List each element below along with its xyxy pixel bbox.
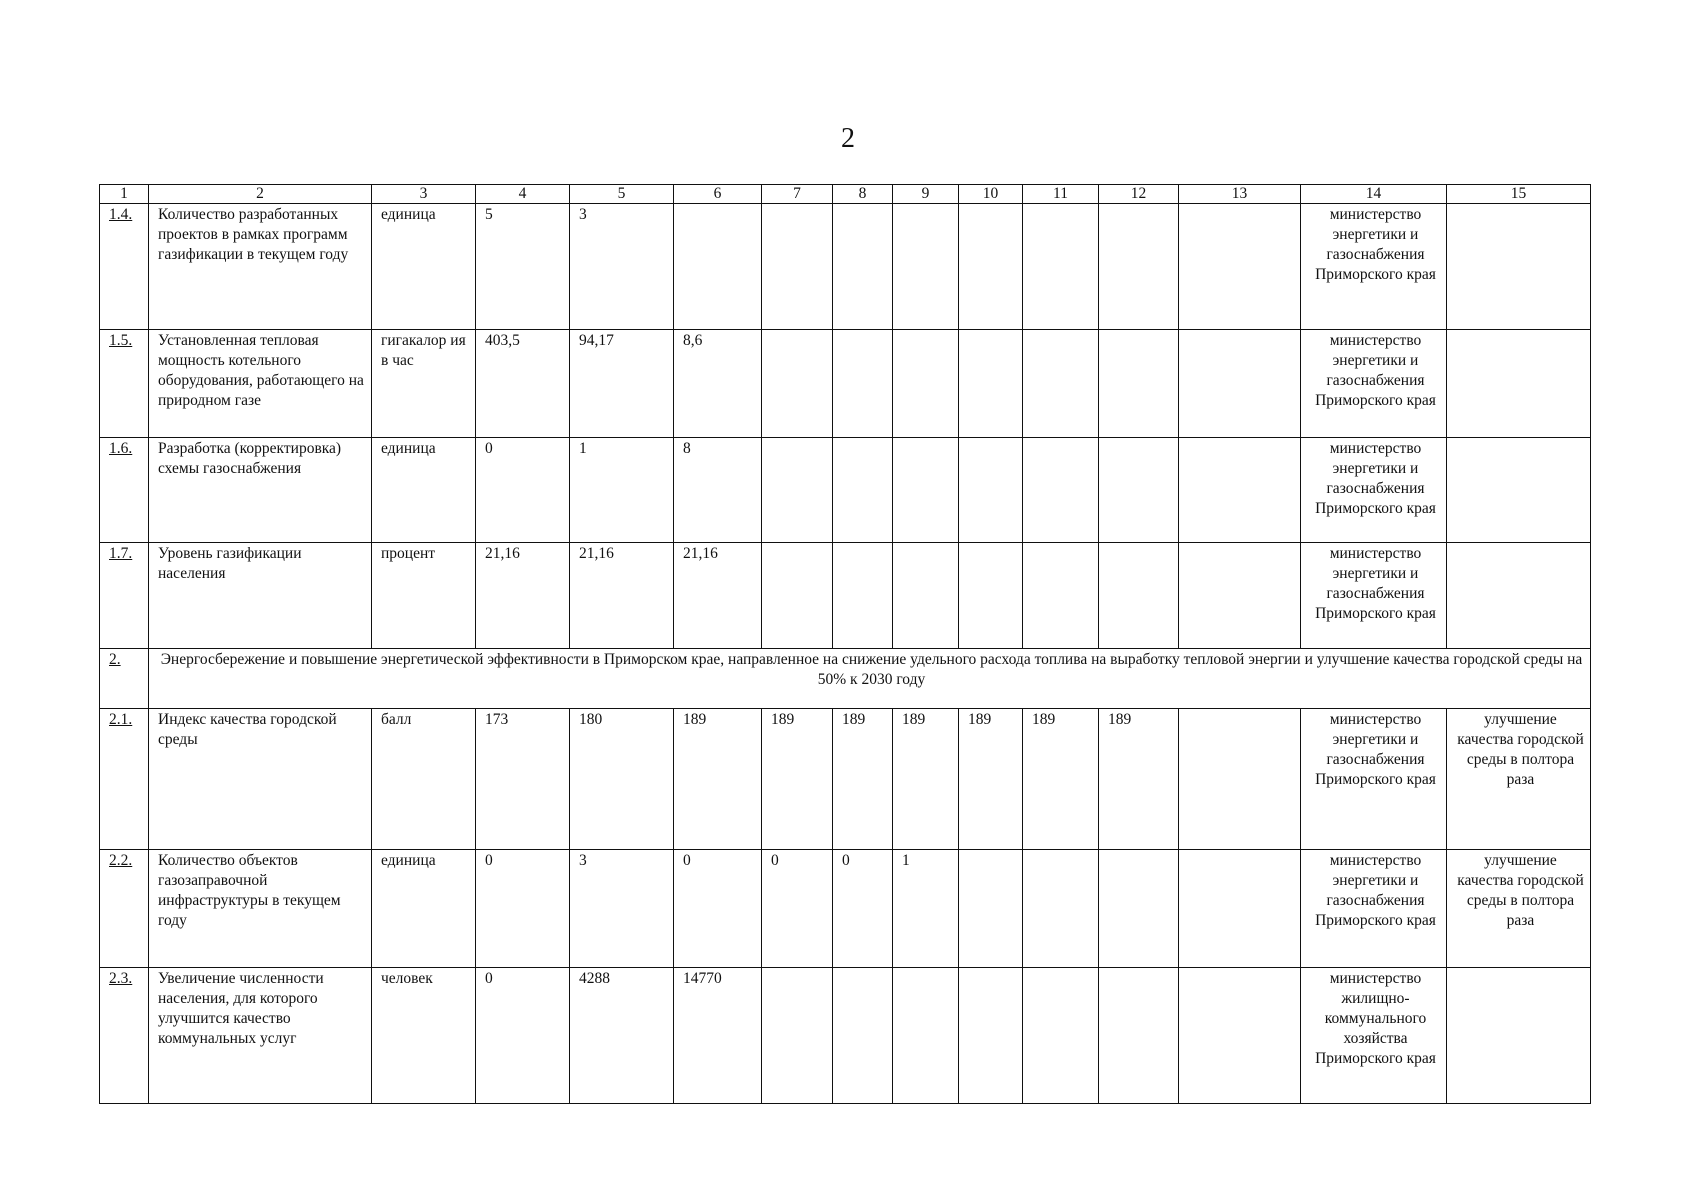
value-cell [833, 330, 893, 438]
value-cell [893, 968, 959, 1104]
unit-cell: единица [372, 850, 476, 968]
value-cell [959, 543, 1023, 649]
value-cell [893, 204, 959, 330]
indicator-name: Индекс качества городской среды [149, 709, 372, 850]
value-cell: 4288 [570, 968, 674, 1104]
table-row [100, 850, 1591, 968]
value-cell [1179, 543, 1301, 649]
indicator-name: Количество разработанных проектов в рамках программ газификации в текущем году [149, 204, 372, 330]
section-row [100, 649, 1591, 709]
value-cell: 173 [476, 709, 570, 850]
page-number: 2 [841, 123, 855, 154]
value-cell [833, 204, 893, 330]
value-cell: 189 [893, 709, 959, 850]
section-title: Энергосбережение и повышение энергетической эффективности в Приморском крае, направленное на снижение удельного расхода топлива на выработку тепловой энергии и улучшение качества городской среды на 50% к 2030 году [149, 649, 1591, 709]
value-cell [1099, 204, 1179, 330]
column-header: 9 [893, 185, 959, 204]
value-cell [1023, 850, 1099, 968]
result-cell: улучшение качества городской среды в полтора раза [1447, 850, 1591, 968]
row-number: 1.6. [100, 438, 149, 543]
value-cell: 189 [833, 709, 893, 850]
value-cell: 3 [570, 850, 674, 968]
value-cell [959, 438, 1023, 543]
value-cell: 3 [570, 204, 674, 330]
value-cell [674, 204, 762, 330]
value-cell [762, 543, 833, 649]
column-header: 2 [149, 185, 372, 204]
value-cell [959, 204, 1023, 330]
value-cell [762, 438, 833, 543]
value-cell: 403,5 [476, 330, 570, 438]
value-cell [1099, 968, 1179, 1104]
value-cell [1179, 709, 1301, 850]
value-cell [893, 438, 959, 543]
value-cell [1179, 204, 1301, 330]
column-header: 8 [833, 185, 893, 204]
value-cell [1099, 330, 1179, 438]
unit-cell: процент [372, 543, 476, 649]
table-row [100, 543, 1591, 649]
value-cell: 189 [1099, 709, 1179, 850]
value-cell [893, 330, 959, 438]
value-cell: 0 [476, 438, 570, 543]
responsible-cell: министерство жилищно-коммунального хозяйства Приморского края [1301, 968, 1447, 1104]
row-number: 1.5. [100, 330, 149, 438]
column-header: 14 [1301, 185, 1447, 204]
value-cell [1179, 438, 1301, 543]
indicator-name: Разработка (корректировка) схемы газоснабжения [149, 438, 372, 543]
value-cell: 94,17 [570, 330, 674, 438]
unit-cell: единица [372, 438, 476, 543]
column-header: 12 [1099, 185, 1179, 204]
value-cell: 189 [762, 709, 833, 850]
value-cell: 5 [476, 204, 570, 330]
responsible-cell: министерство энергетики и газоснабжения Приморского края [1301, 330, 1447, 438]
indicator-name: Установленная тепловая мощность котельного оборудования, работающего на природном газе [149, 330, 372, 438]
value-cell [1179, 330, 1301, 438]
header-row [100, 185, 1591, 204]
value-cell: 180 [570, 709, 674, 850]
result-cell [1447, 968, 1591, 1104]
value-cell [1099, 438, 1179, 543]
value-cell [1023, 438, 1099, 543]
row-number: 2.2. [100, 850, 149, 968]
column-header: 5 [570, 185, 674, 204]
indicator-name: Увеличение численности населения, для которого улучшится качество коммунальных услуг [149, 968, 372, 1104]
value-cell [833, 543, 893, 649]
value-cell: 0 [476, 968, 570, 1104]
column-header: 7 [762, 185, 833, 204]
value-cell: 0 [674, 850, 762, 968]
row-number: 1.7. [100, 543, 149, 649]
column-header: 15 [1447, 185, 1591, 204]
column-header: 6 [674, 185, 762, 204]
value-cell [762, 204, 833, 330]
value-cell: 0 [476, 850, 570, 968]
value-cell: 8,6 [674, 330, 762, 438]
responsible-cell: министерство энергетики и газоснабжения Приморского края [1301, 204, 1447, 330]
section-number: 2. [100, 649, 149, 709]
column-header: 4 [476, 185, 570, 204]
value-cell [1023, 204, 1099, 330]
table-row [100, 204, 1591, 330]
responsible-cell: министерство энергетики и газоснабжения Приморского края [1301, 850, 1447, 968]
result-cell [1447, 543, 1591, 649]
column-header: 3 [372, 185, 476, 204]
unit-cell: балл [372, 709, 476, 850]
value-cell [1099, 850, 1179, 968]
column-header: 1 [100, 185, 149, 204]
table-row [100, 968, 1591, 1104]
responsible-cell: министерство энергетики и газоснабжения Приморского края [1301, 543, 1447, 649]
value-cell: 1 [893, 850, 959, 968]
value-cell: 0 [833, 850, 893, 968]
table-row [100, 709, 1591, 850]
value-cell: 0 [762, 850, 833, 968]
value-cell [1179, 968, 1301, 1104]
unit-cell: человек [372, 968, 476, 1104]
value-cell [1023, 330, 1099, 438]
result-cell [1447, 204, 1591, 330]
value-cell: 8 [674, 438, 762, 543]
value-cell [959, 330, 1023, 438]
responsible-cell: министерство энергетики и газоснабжения Приморского края [1301, 438, 1447, 543]
value-cell [1023, 968, 1099, 1104]
value-cell: 189 [1023, 709, 1099, 850]
value-cell [1023, 543, 1099, 649]
value-cell [1099, 543, 1179, 649]
value-cell: 1 [570, 438, 674, 543]
value-cell [833, 968, 893, 1104]
indicator-name: Количество объектов газозаправочной инфраструктуры в текущем году [149, 850, 372, 968]
value-cell: 21,16 [570, 543, 674, 649]
column-header: 13 [1179, 185, 1301, 204]
indicator-name: Уровень газификации населения [149, 543, 372, 649]
value-cell [762, 330, 833, 438]
column-header: 10 [959, 185, 1023, 204]
value-cell: 14770 [674, 968, 762, 1104]
responsible-cell: министерство энергетики и газоснабжения Приморского края [1301, 709, 1447, 850]
result-cell: улучшение качества городской среды в полтора раза [1447, 709, 1591, 850]
value-cell: 21,16 [674, 543, 762, 649]
value-cell [959, 968, 1023, 1104]
value-cell: 189 [959, 709, 1023, 850]
result-cell [1447, 330, 1591, 438]
table-row [100, 438, 1591, 543]
value-cell [959, 850, 1023, 968]
unit-cell: единица [372, 204, 476, 330]
value-cell [1179, 850, 1301, 968]
row-number: 2.1. [100, 709, 149, 850]
row-number: 2.3. [100, 968, 149, 1104]
value-cell [893, 543, 959, 649]
value-cell [762, 968, 833, 1104]
unit-cell: гигакалор ия в час [372, 330, 476, 438]
column-header: 11 [1023, 185, 1099, 204]
result-cell [1447, 438, 1591, 543]
value-cell [833, 438, 893, 543]
value-cell: 21,16 [476, 543, 570, 649]
row-number: 1.4. [100, 204, 149, 330]
table-row [100, 330, 1591, 438]
indicators-table [99, 184, 1591, 1104]
value-cell: 189 [674, 709, 762, 850]
